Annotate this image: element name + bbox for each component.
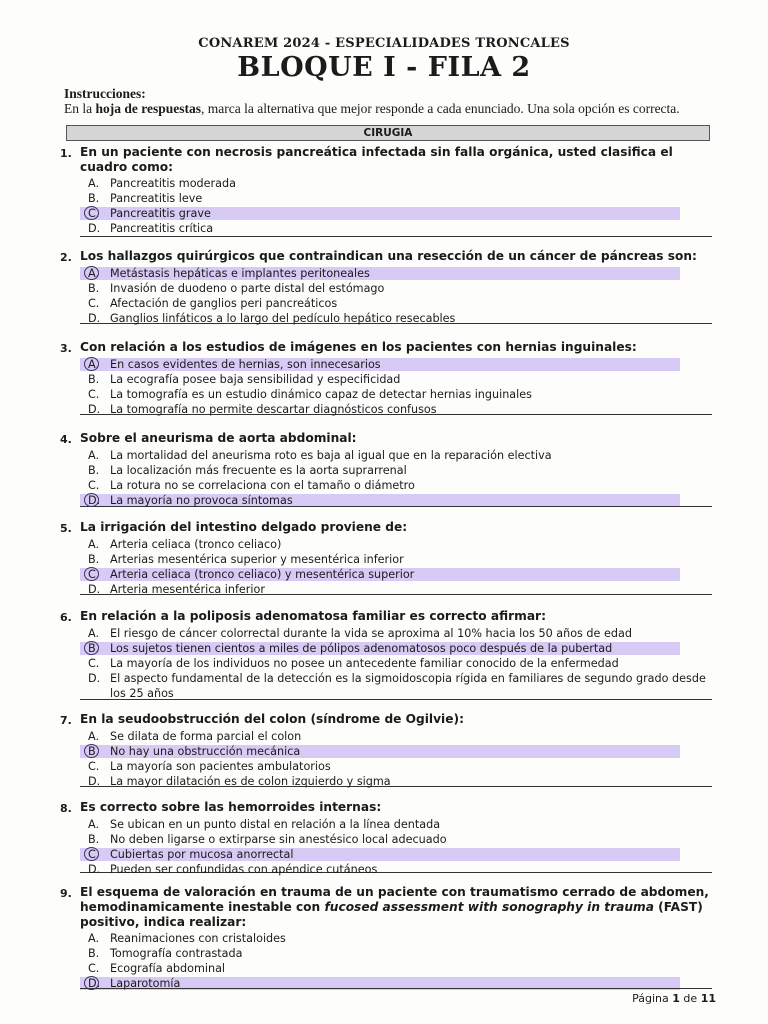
option-letter: A.: [88, 538, 100, 551]
option-text: La tomografía no permite descartar diagnósticos confusos: [110, 403, 437, 416]
question-number: 7.: [60, 714, 72, 727]
question-number: 2.: [60, 251, 72, 264]
option-text: El aspecto fundamental de la detección es la sigmoidoscopia rígida en familiares de segundo grado desde los 25 años: [110, 672, 706, 700]
bloque-title: BLOQUE I - FILA 2: [237, 52, 531, 83]
option-letter: C.: [88, 206, 110, 221]
option-b[interactable]: [88, 552, 720, 567]
option-b[interactable]: [88, 463, 720, 478]
question-1: [60, 145, 720, 236]
page-footer: [632, 992, 716, 1005]
option-text: Ecografía abdominal: [110, 962, 226, 975]
option-d[interactable]: [88, 671, 720, 701]
option-text: Arteria mesentérica inferior: [110, 583, 265, 596]
question-3: [60, 340, 720, 417]
page-number: 1: [672, 992, 680, 1005]
option-text: Tomografía contrastada: [110, 947, 243, 960]
option-text: Pancreatitis crítica: [110, 222, 214, 235]
answer-circle-mark: [84, 976, 99, 990]
option-c[interactable]: [88, 759, 720, 774]
option-letter: C.: [88, 479, 100, 492]
option-text: Reanimaciones con cristaloides: [110, 932, 286, 945]
question-text: En un paciente con necrosis pancreática infectada sin falla orgánica, usted clasifica el cuadro como:: [80, 145, 673, 174]
answer-circle-mark: [84, 847, 99, 861]
section-header: CIRUGIA: [66, 125, 710, 141]
question-7: [60, 712, 720, 789]
option-letter: C.: [88, 657, 100, 670]
option-text: Los sujetos tienen cientos a miles de pólipos adenomatosos poco después de la pubertad: [110, 642, 613, 655]
exam-title: CONAREM 2024 - ESPECIALIDADES TRONCALES: [198, 36, 570, 51]
option-a[interactable]: [88, 931, 720, 946]
question-6: [60, 609, 720, 701]
answer-circle-mark: [84, 641, 99, 655]
option-text: Arteria celiaca (tronco celiaco) y mesentérica superior: [110, 568, 415, 581]
answer-circle-mark: [84, 266, 99, 280]
question-text: [80, 885, 720, 930]
option-text: Pancreatitis moderada: [110, 177, 236, 190]
option-a[interactable]: [88, 537, 720, 552]
instructions: [64, 86, 714, 116]
option-text: La mortalidad del aneurisma roto es baja al igual que en la reparación electiva: [110, 449, 552, 462]
answer-circle-mark: [84, 206, 99, 220]
option-letter: D.: [88, 583, 101, 596]
option-b[interactable]: [88, 372, 720, 387]
option-letter: B.: [88, 282, 100, 295]
instructions-label: Instrucciones:: [64, 86, 146, 101]
options-list: [88, 357, 720, 417]
answer-circle-mark: [84, 357, 99, 371]
answer-circle-mark: [84, 744, 99, 758]
option-text: Invasión de duodeno o parte distal del estómago: [110, 282, 385, 295]
option-c[interactable]: [88, 296, 720, 311]
option-letter: D.: [88, 493, 110, 508]
option-text: Pancreatitis grave: [110, 207, 211, 220]
option-letter: C.: [88, 297, 100, 310]
option-text: Cubiertas por mucosa anorrectal: [110, 848, 294, 861]
instructions-bold: hoja de respuestas: [95, 101, 202, 116]
option-letter: A.: [88, 266, 110, 281]
option-a[interactable]: [88, 357, 720, 372]
option-text: La tomografía es un estudio dinámico capaz de detectar hernias inguinales: [110, 388, 532, 401]
option-letter: D.: [88, 672, 101, 685]
option-letter: D.: [88, 775, 101, 788]
option-text: Se ubican en un punto distal en relación a la línea dentada: [110, 818, 441, 831]
option-letter: A.: [88, 730, 100, 743]
option-letter: A.: [88, 932, 100, 945]
answer-circle-mark: [84, 493, 99, 507]
option-a[interactable]: [88, 729, 720, 744]
option-d[interactable]: [88, 493, 720, 508]
question-text-pre: El esquema de valoración en trauma de un paciente con traumatismo cerrado de abdomen, hemodinamicamente inestable con: [80, 885, 709, 914]
option-text: La mayoría no provoca síntomas: [110, 494, 293, 507]
option-letter: D.: [88, 403, 101, 416]
option-letter: B.: [88, 192, 100, 205]
option-letter: A.: [88, 177, 100, 190]
option-text: En casos evidentes de hernias, son innecesarios: [110, 358, 381, 371]
option-letter: C.: [88, 388, 100, 401]
options-list: [88, 176, 720, 236]
option-letter: D.: [88, 863, 101, 876]
question-text: Es correcto sobre las hemorroides internas:: [80, 800, 382, 814]
question-text-italic: fucosed assessment with sonography in trauma: [324, 900, 654, 914]
option-letter: C.: [88, 962, 100, 975]
option-c[interactable]: [88, 961, 720, 976]
option-a[interactable]: [88, 266, 720, 281]
instructions-post: , marca la alternativa que mejor responde a cada enunciado. Una sola opción es correcta.: [201, 101, 680, 116]
option-text: Pueden ser confundidas con apéndice cutáneos: [110, 863, 378, 876]
option-letter: A.: [88, 357, 110, 372]
option-letter: B.: [88, 833, 100, 846]
option-text: La rotura no se correlaciona con el tamaño o diámetro: [110, 479, 415, 492]
option-text: El riesgo de cáncer colorrectal durante la vida se aproxima al 10% hacia los 50 años de edad: [110, 627, 632, 640]
question-8: [60, 800, 720, 877]
question-4: [60, 431, 720, 508]
footer-pre: Página: [632, 992, 673, 1005]
option-letter: B.: [88, 373, 100, 386]
option-c[interactable]: [88, 206, 720, 221]
option-text: Ganglios linfáticos a lo largo del pedículo hepático resecables: [110, 312, 456, 325]
option-letter: C.: [88, 567, 110, 582]
option-b[interactable]: [88, 832, 720, 847]
option-letter: A.: [88, 627, 100, 640]
question-number: 6.: [60, 611, 72, 624]
options-list: [88, 448, 720, 508]
divider: [80, 236, 712, 237]
option-text: La mayoría de los individuos no posee un antecedente familiar conocido de la enfermedad: [110, 657, 619, 670]
option-b[interactable]: [88, 946, 720, 961]
option-text: No deben ligarse o extirparse sin anestésico local adecuado: [110, 833, 447, 846]
options-list: [88, 626, 720, 701]
question-text: En relación a la poliposis adenomatosa familiar es correcto afirmar:: [80, 609, 546, 623]
option-letter: D.: [88, 312, 101, 325]
option-text: La localización más frecuente es la aorta suprarrenal: [110, 464, 407, 477]
option-a[interactable]: [88, 448, 720, 463]
question-text: Con relación a los estudios de imágenes en los pacientes con hernias inguinales:: [80, 340, 637, 354]
option-d[interactable]: [88, 582, 720, 597]
option-d[interactable]: [88, 221, 720, 236]
instructions-pre: En la: [64, 101, 96, 116]
option-letter: B.: [88, 464, 100, 477]
option-a[interactable]: [88, 817, 720, 832]
option-c[interactable]: [88, 567, 720, 582]
option-letter: B.: [88, 553, 100, 566]
option-text: Afectación de ganglios peri pancreáticos: [110, 297, 338, 310]
option-c[interactable]: [88, 387, 720, 402]
option-letter: B.: [88, 744, 110, 759]
page-total: 11: [700, 992, 716, 1005]
instructions-text: [64, 101, 714, 116]
option-text: Arteria celiaca (tronco celiaco): [110, 538, 282, 551]
option-text: Metástasis hepáticas e implantes peritoneales: [110, 267, 370, 280]
question-text: La irrigación del intestino delgado proviene de:: [80, 520, 408, 534]
options-list: [88, 817, 720, 877]
option-text: Se dilata de forma parcial el colon: [110, 730, 302, 743]
option-d[interactable]: [88, 774, 720, 789]
question-number: 4.: [60, 433, 72, 446]
option-a[interactable]: [88, 176, 720, 191]
answer-circle-mark: [84, 567, 99, 581]
option-d[interactable]: [88, 976, 720, 991]
option-a[interactable]: [88, 626, 720, 641]
question-number: 1.: [60, 147, 72, 160]
question-9: [60, 885, 720, 991]
question-5: [60, 520, 720, 597]
option-letter: D.: [88, 976, 110, 991]
option-b[interactable]: [88, 744, 720, 759]
question-number: 5.: [60, 522, 72, 535]
question-number: 8.: [60, 802, 72, 815]
option-letter: D.: [88, 222, 101, 235]
option-letter: B.: [88, 947, 100, 960]
options-list: [88, 729, 720, 789]
option-letter: B.: [88, 641, 110, 656]
option-c[interactable]: [88, 478, 720, 493]
question-text-post: (FAST) positivo, indica realizar:: [80, 900, 703, 929]
option-d[interactable]: [88, 862, 720, 877]
question-number: 9.: [60, 887, 72, 900]
option-text: Arterias mesentérica superior y mesentérica inferior: [110, 553, 404, 566]
option-letter: C.: [88, 847, 110, 862]
option-b[interactable]: [88, 641, 720, 656]
option-b[interactable]: [88, 191, 720, 206]
option-c[interactable]: [88, 847, 720, 862]
option-letter: A.: [88, 449, 100, 462]
option-b[interactable]: [88, 281, 720, 296]
option-text: La ecografía posee baja sensibilidad y especificidad: [110, 373, 401, 386]
options-list: [88, 537, 720, 597]
option-c[interactable]: [88, 656, 720, 671]
option-letter: A.: [88, 818, 100, 831]
option-text: Pancreatitis leve: [110, 192, 203, 205]
option-letter: C.: [88, 760, 100, 773]
options-list: [88, 266, 720, 326]
question-text: En la seudoobstrucción del colon (síndrome de Ogilvie):: [80, 712, 464, 726]
option-text: No hay una obstrucción mecánica: [110, 745, 301, 758]
question-text: Los hallazgos quirúrgicos que contraindican una resección de un cáncer de páncreas son:: [80, 249, 697, 263]
option-text: La mayor dilatación es de colon izquierdo y sigma: [110, 775, 391, 788]
question-text: Sobre el aneurisma de aorta abdominal:: [80, 431, 357, 445]
question-number: 3.: [60, 342, 72, 355]
options-list: [88, 931, 720, 991]
question-2: [60, 249, 720, 326]
option-d[interactable]: [88, 311, 720, 326]
footer-mid: de: [679, 992, 701, 1005]
option-text: Laparotomía: [110, 977, 181, 990]
option-d[interactable]: [88, 402, 720, 417]
option-text: La mayoría son pacientes ambulatorios: [110, 760, 331, 773]
